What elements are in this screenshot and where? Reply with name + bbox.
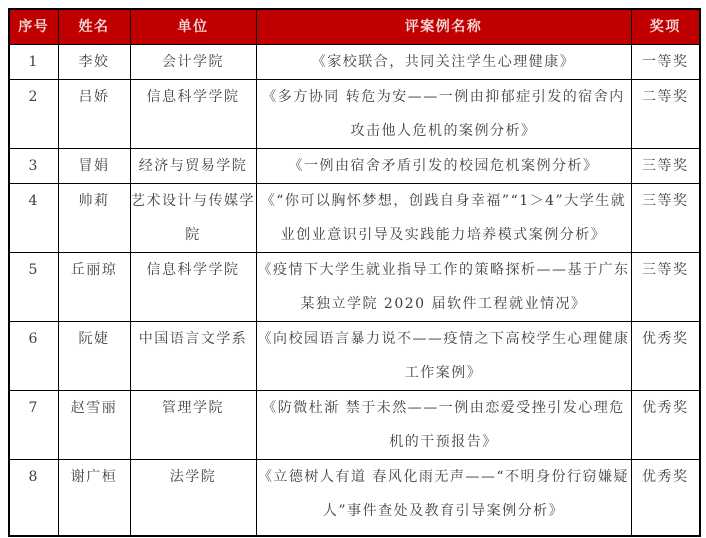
name-cell: 帅莉 [58, 184, 130, 253]
row-number-cell: 3 [9, 149, 58, 184]
name-cell: 赵雪丽 [58, 391, 130, 460]
header-cell-name: 姓名 [58, 9, 130, 45]
unit-cell: 中国语言文学系 [130, 322, 256, 391]
case-name-cell: 《向校园语言暴力说不——疫情之下高校学生心理健康工作案例》 [256, 322, 631, 391]
award-cell: 优秀奖 [631, 460, 700, 536]
case-name-cell: 《疫情下大学生就业指导工作的策略探析——基于广东某独立学院 2020 届软件工程就业情况》 [256, 253, 631, 322]
unit-cell: 信息科学学院 [130, 80, 256, 149]
name-cell: 谢广桓 [58, 460, 130, 536]
name-cell: 冒娟 [58, 149, 130, 184]
case-name-cell: 《立德树人有道 春风化雨无声——“不明身份行窃嫌疑人”事件查处及教育引导案例分析》 [256, 460, 631, 536]
name-cell: 李姣 [58, 45, 130, 80]
unit-cell: 信息科学学院 [130, 253, 256, 322]
unit-cell: 经济与贸易学院 [130, 149, 256, 184]
unit-cell: 会计学院 [130, 45, 256, 80]
header-row [9, 9, 700, 45]
row-number-cell: 1 [9, 45, 58, 80]
row-number-cell: 5 [9, 253, 58, 322]
table-row [9, 322, 700, 391]
case-name-cell: 《“你可以胸怀梦想，创践自身幸福”“1＞4”大学生就业创业意识引导及实践能力培养模式案例分析》 [256, 184, 631, 253]
award-results-table [8, 8, 701, 537]
table-row [9, 80, 700, 149]
header-cell-award: 奖项 [631, 9, 700, 45]
row-number-cell: 4 [9, 184, 58, 253]
unit-cell: 管理学院 [130, 391, 256, 460]
header-cell-no: 序号 [9, 9, 58, 45]
table-header [9, 9, 700, 45]
row-number-cell: 8 [9, 460, 58, 536]
award-cell: 二等奖 [631, 80, 700, 149]
unit-cell: 艺术设计与传媒学院 [130, 184, 256, 253]
name-cell: 阮婕 [58, 322, 130, 391]
case-name-cell: 《防微杜渐 禁于未然——一例由恋爱受挫引发心理危机的干预报告》 [256, 391, 631, 460]
table-row [9, 460, 700, 536]
name-cell: 吕娇 [58, 80, 130, 149]
case-name-cell: 《多方协同 转危为安——一例由抑郁症引发的宿舍内攻击他人危机的案例分析》 [256, 80, 631, 149]
unit-cell: 法学院 [130, 460, 256, 536]
table-row [9, 253, 700, 322]
award-cell: 优秀奖 [631, 391, 700, 460]
case-name-cell: 《家校联合，共同关注学生心理健康》 [256, 45, 631, 80]
row-number-cell: 6 [9, 322, 58, 391]
row-number-cell: 2 [9, 80, 58, 149]
header-cell-case: 评案例名称 [256, 9, 631, 45]
table-row [9, 149, 700, 184]
table-row [9, 391, 700, 460]
header-cell-unit: 单位 [130, 9, 256, 45]
table-row [9, 184, 700, 253]
award-cell: 三等奖 [631, 253, 700, 322]
case-name-cell: 《一例由宿舍矛盾引发的校园危机案例分析》 [256, 149, 631, 184]
award-cell: 优秀奖 [631, 322, 700, 391]
award-cell: 三等奖 [631, 184, 700, 253]
award-cell: 三等奖 [631, 149, 700, 184]
table-row [9, 45, 700, 80]
award-cell: 一等奖 [631, 45, 700, 80]
name-cell: 丘丽琼 [58, 253, 130, 322]
row-number-cell: 7 [9, 391, 58, 460]
table-body [9, 45, 700, 536]
